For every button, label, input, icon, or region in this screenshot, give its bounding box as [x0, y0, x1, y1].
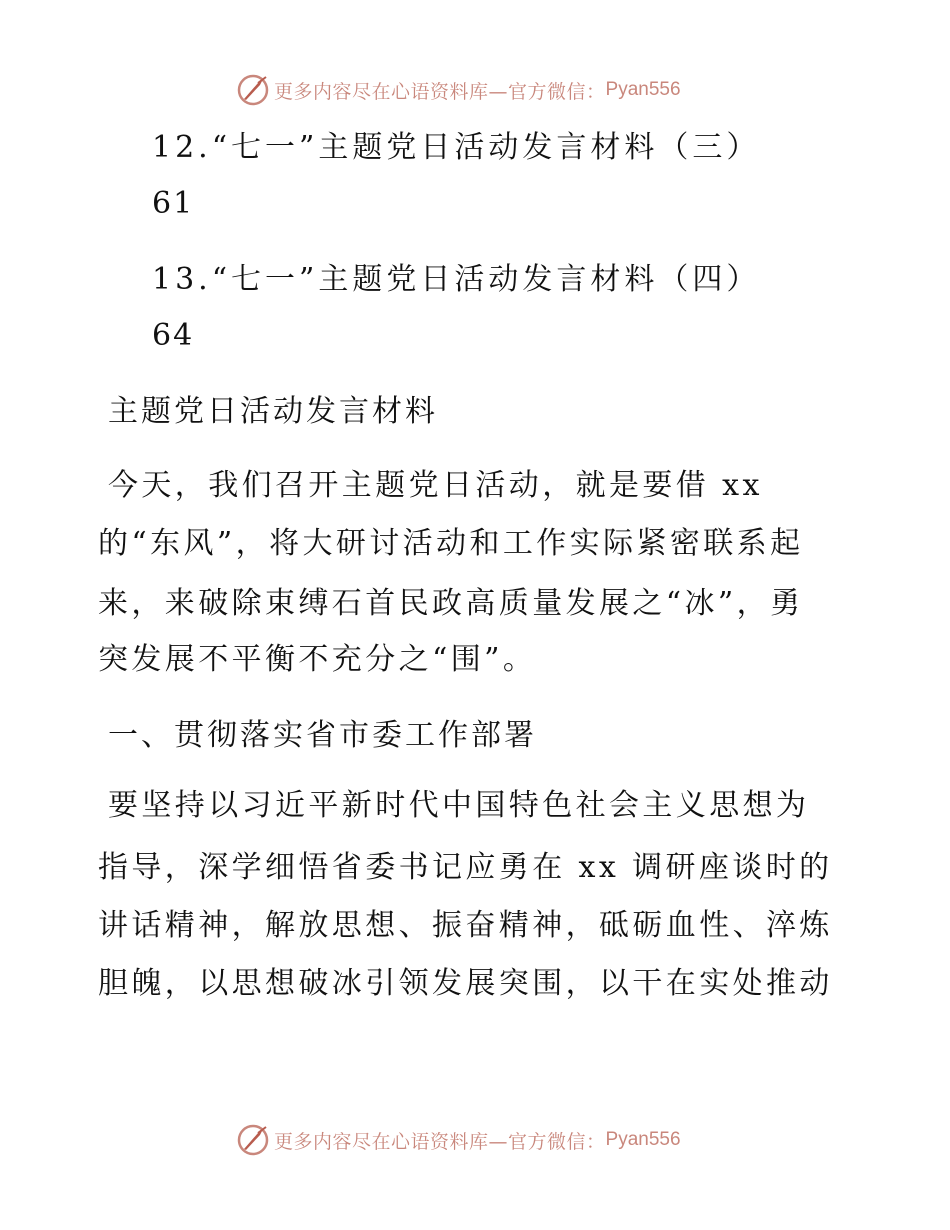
paragraph-1-line-4: 突发展不平衡不充分之“围”。 — [98, 642, 537, 677]
paragraph-1-line-1: 今天，我们召开主题党日活动，就是要借 xx — [108, 468, 763, 503]
toc-entry-12-title: 12.“七一”主题党日活动发言材料（三） — [152, 130, 761, 165]
footer-watermark — [236, 1122, 681, 1158]
paragraph-1-line-3: 来，来破除束缚石首民政高质量发展之“冰”，勇 — [98, 586, 804, 621]
toc-entry-12-page: 61 — [152, 186, 195, 221]
paragraph-2-line-2: 指导，深学细悟省委书记应勇在 xx 调研座谈时的 — [98, 850, 833, 885]
section-heading-1: 一、贯彻落实省市委工作部署 — [108, 718, 537, 753]
watermark-wechat-id: Pyan556 — [605, 79, 681, 100]
document-heading: 主题党日活动发言材料 — [108, 394, 438, 429]
toc-entry-13-title: 13.“七一”主题党日活动发言材料（四） — [152, 262, 761, 297]
watermark-wechat-id: Pyan556 — [605, 1129, 681, 1150]
watermark-text: 更多内容尽在心语资料库—官方微信： — [274, 1130, 606, 1153]
watermark-text: 更多内容尽在心语资料库—官方微信： — [274, 80, 606, 103]
header-watermark — [236, 72, 681, 108]
quill-logo-icon — [236, 1123, 270, 1157]
paragraph-2-line-3: 讲话精神，解放思想、振奋精神，砥砺血性、淬炼 — [98, 908, 833, 943]
toc-entry-13-page: 64 — [152, 318, 195, 353]
quill-logo-icon — [236, 73, 270, 107]
paragraph-1-line-2: 的“东风”，将大研讨活动和工作实际紧密联系起 — [98, 526, 804, 561]
paragraph-2-line-1: 要坚持以习近平新时代中国特色社会主义思想为 — [108, 788, 810, 823]
paragraph-2-line-4: 胆魄，以思想破冰引领发展突围，以干在实处推动 — [98, 966, 833, 1001]
